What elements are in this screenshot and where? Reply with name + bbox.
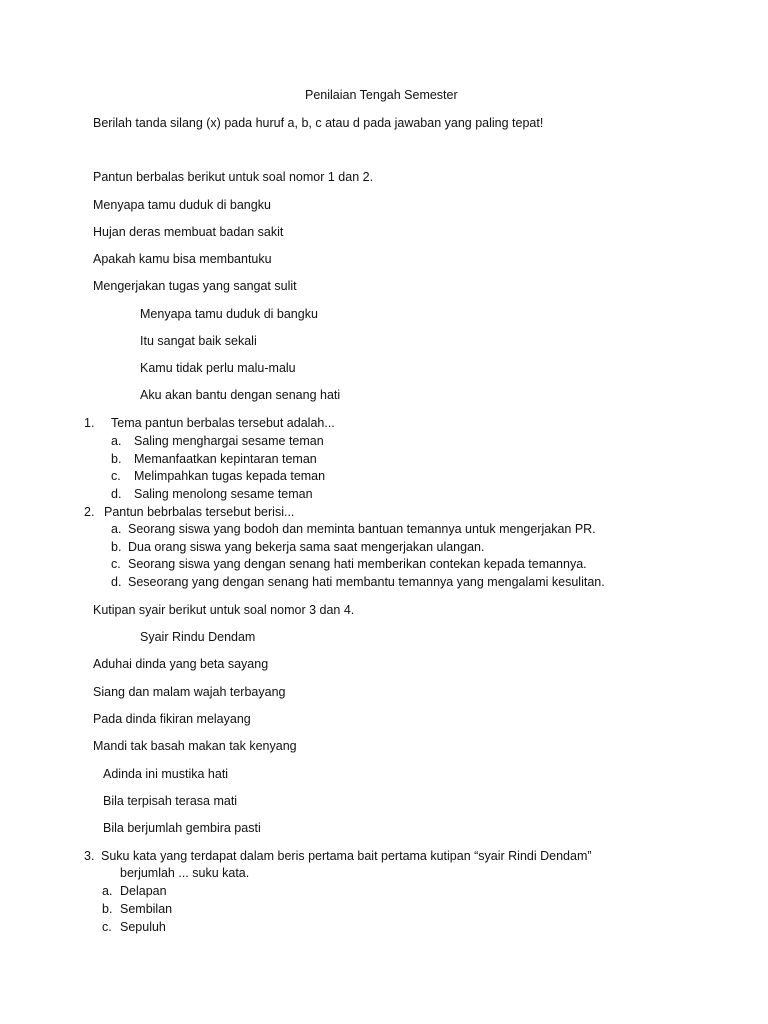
question-text: Suku kata yang terdapat dalam beris pertama bait pertama kutipan “syair Rindi Dendam” xyxy=(101,849,592,863)
pantun-reply-line: Itu sangat baik sekali xyxy=(140,334,257,348)
syair-line: Adinda ini mustika hati xyxy=(103,767,229,781)
question-number: 1. xyxy=(84,416,95,430)
syair-line: Mandi tak basah makan tak kenyang xyxy=(93,739,297,753)
option-text: Saling menghargai sesame teman xyxy=(134,434,324,448)
question-text: Pantun bebrbalas tersebut berisi... xyxy=(104,505,295,519)
question-text: Tema pantun berbalas tersebut adalah... xyxy=(111,416,335,430)
option-text: Seorang siswa yang dengan senang hati memberikan contekan kepada temannya. xyxy=(128,557,587,571)
question-number: 3. xyxy=(84,849,95,863)
page-title: Penilaian Tengah Semester xyxy=(305,88,458,102)
option-text: Delapan xyxy=(120,884,167,898)
pantun-reply-line: Aku akan bantu dengan senang hati xyxy=(140,388,341,402)
option-text: Melimpahkan tugas kepada teman xyxy=(134,469,326,483)
option-text: Dua orang siswa yang bekerja sama saat mengerjakan ulangan. xyxy=(128,540,485,554)
option-letter: b. xyxy=(102,902,113,916)
pantun-reply-line: Menyapa tamu duduk di bangku xyxy=(140,307,318,321)
instruction-text: Berilah tanda silang (x) pada huruf a, b, c atau d pada jawaban yang paling tepat! xyxy=(93,116,544,130)
option-letter: a. xyxy=(102,884,113,898)
option-letter: b. xyxy=(111,540,122,554)
pantun-line: Menyapa tamu duduk di bangku xyxy=(93,198,271,212)
option-letter: d. xyxy=(111,487,122,501)
option-text: Sembilan xyxy=(120,902,173,916)
question-text-continued: berjumlah ... suku kata. xyxy=(120,866,250,880)
option-letter: d. xyxy=(111,575,122,589)
syair-line: Siang dan malam wajah terbayang xyxy=(93,685,286,699)
option-text: Memanfaatkan kepintaran teman xyxy=(134,452,317,466)
option-letter: c. xyxy=(111,557,121,571)
option-letter: c. xyxy=(102,920,112,934)
pantun-reply-line: Kamu tidak perlu malu-malu xyxy=(140,361,296,375)
syair-title: Syair Rindu Dendam xyxy=(140,630,256,644)
pantun-line: Mengerjakan tugas yang sangat sulit xyxy=(93,279,297,293)
syair-line: Aduhai dinda yang beta sayang xyxy=(93,657,269,671)
option-text: Seorang siswa yang bodoh dan meminta bantuan temannya untuk mengerjakan PR. xyxy=(128,522,596,536)
syair-line: Bila berjumlah gembira pasti xyxy=(103,821,261,835)
pantun-line: Apakah kamu bisa membantuku xyxy=(93,252,272,266)
syair-line: Bila terpisah terasa mati xyxy=(103,794,238,808)
syair-line: Pada dinda fikiran melayang xyxy=(93,712,251,726)
question-number: 2. xyxy=(84,505,95,519)
option-letter: c. xyxy=(111,469,121,483)
option-text: Sepuluh xyxy=(120,920,166,934)
syair-intro: Kutipan syair berikut untuk soal nomor 3 dan 4. xyxy=(93,603,355,617)
pantun-line: Hujan deras membuat badan sakit xyxy=(93,225,284,239)
option-text: Saling menolong sesame teman xyxy=(134,487,313,501)
option-letter: a. xyxy=(111,522,122,536)
option-letter: b. xyxy=(111,452,122,466)
pantun-intro: Pantun berbalas berikut untuk soal nomor 1 dan 2. xyxy=(93,170,374,184)
option-text: Seseorang yang dengan senang hati membantu temannya yang mengalami kesulitan. xyxy=(128,575,605,589)
option-letter: a. xyxy=(111,434,122,448)
